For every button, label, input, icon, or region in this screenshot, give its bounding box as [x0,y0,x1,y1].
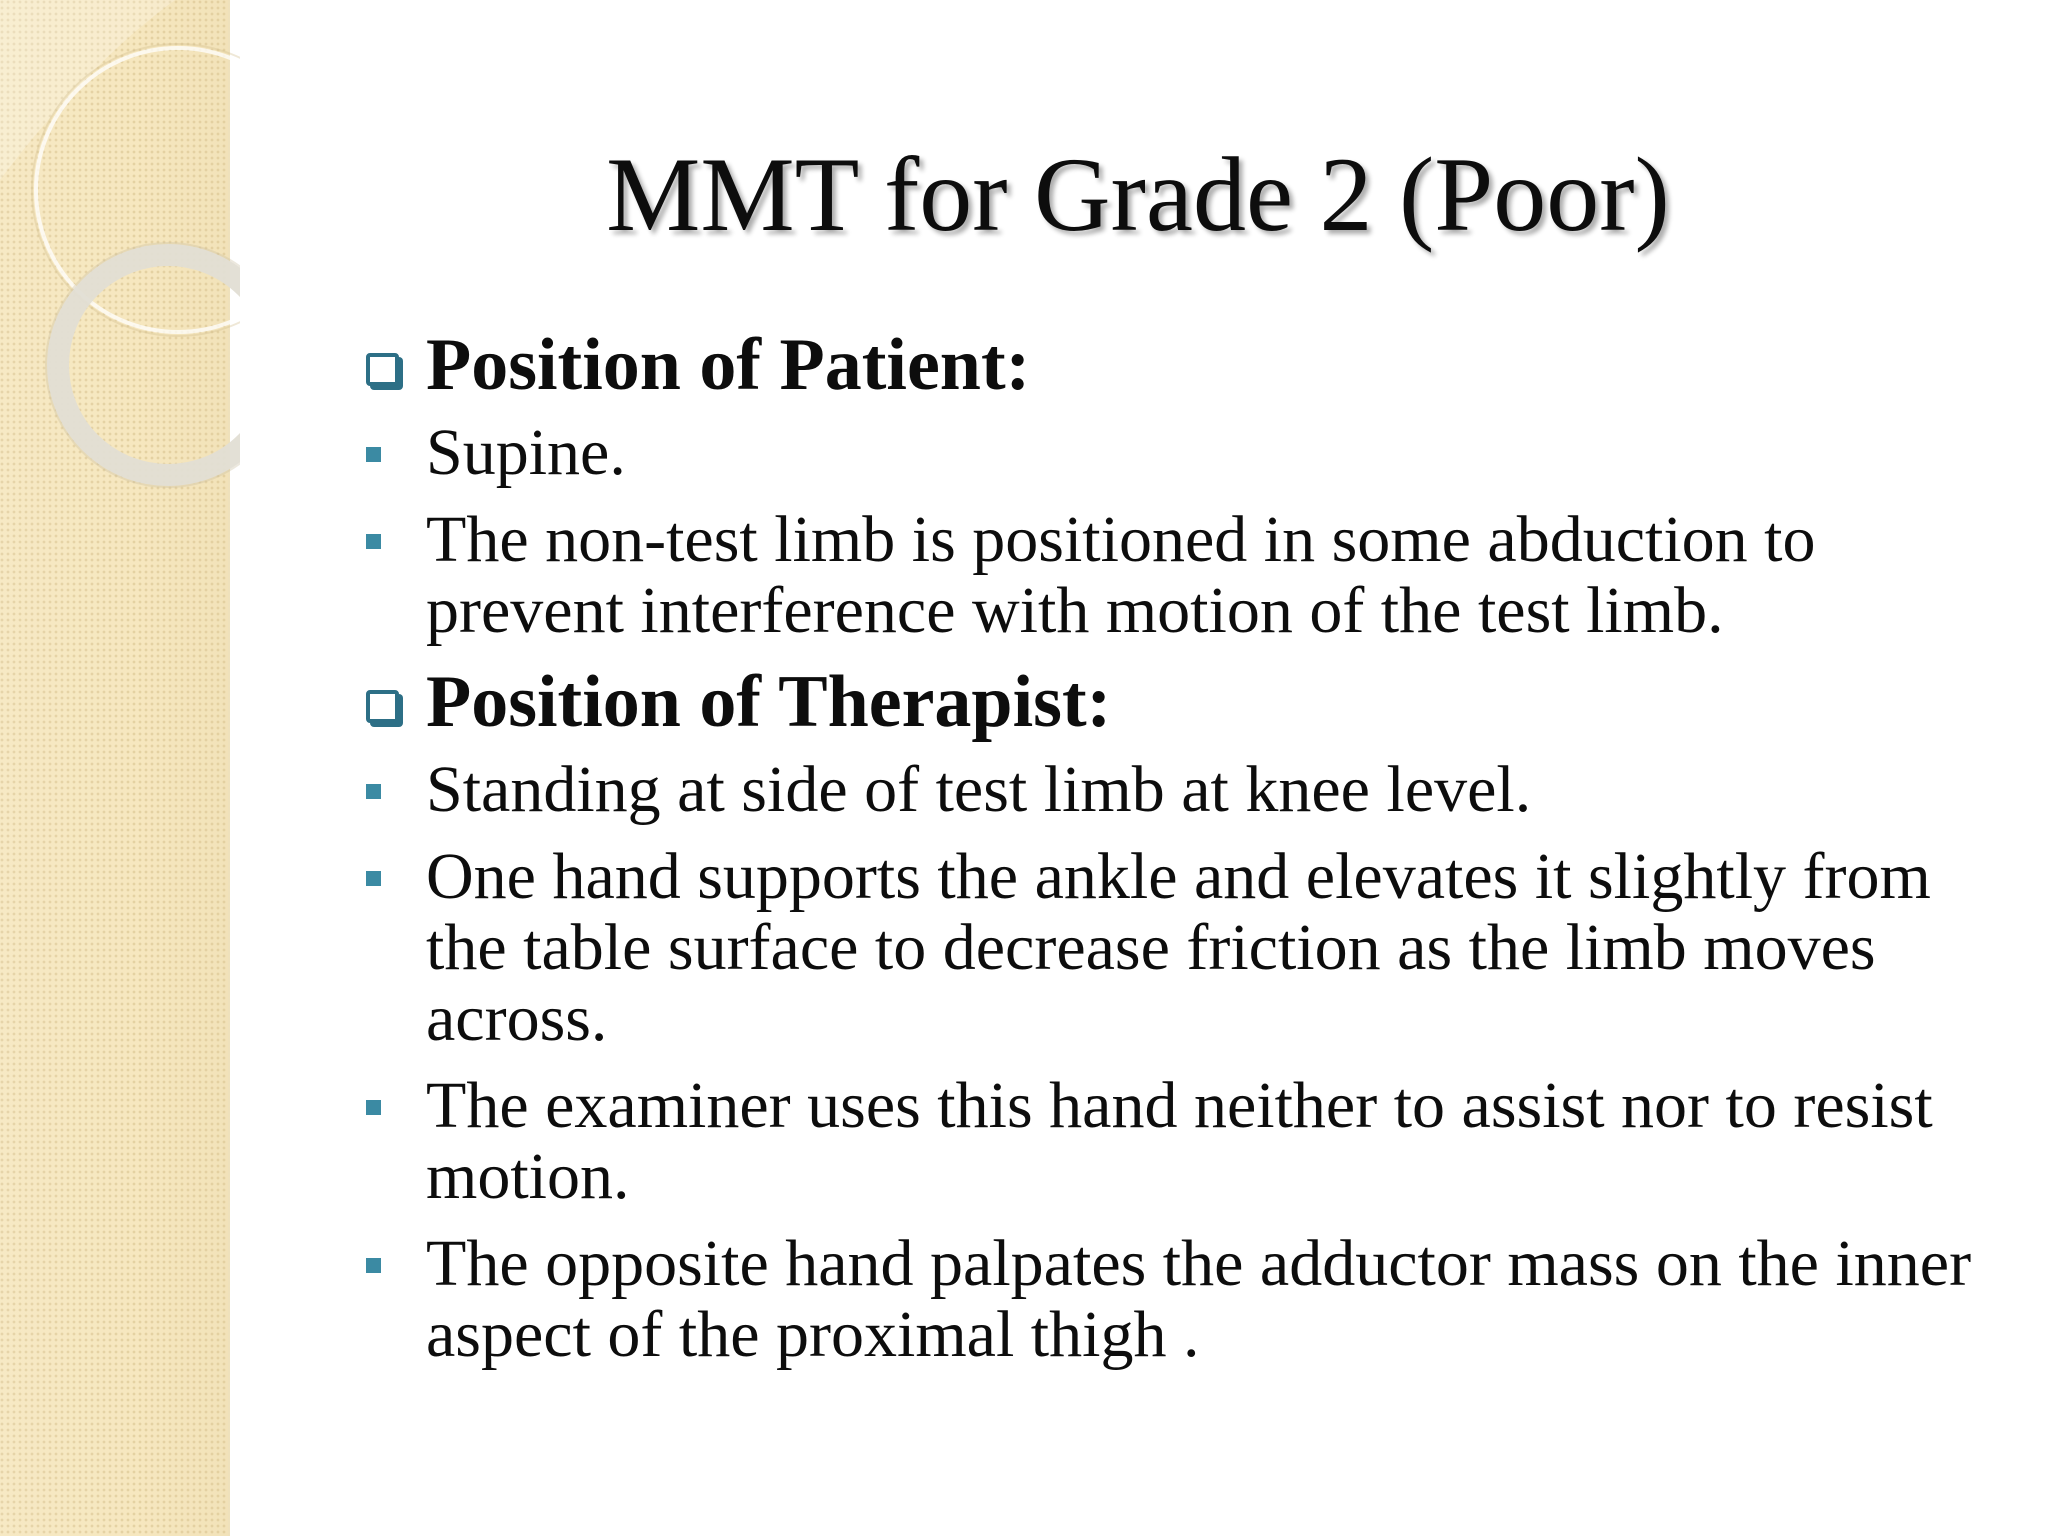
section-heading-therapist [360,662,2000,742]
section-heading-patient [360,325,2000,405]
hollow-square-icon [366,690,399,723]
slide-title: MMT for Grade 2 (Poor) [606,136,1670,253]
list-item [360,841,2000,1054]
list-item [360,417,2000,488]
list-item [360,1070,2000,1212]
list-item-text: The opposite hand palpates the adductor mass on the inner aspect of the proximal thigh . [426,1227,1972,1371]
list-item [360,754,2000,825]
square-bullet-icon [366,1100,381,1115]
list-item-text: The examiner uses this hand neither to assist nor to resist motion. [426,1069,1933,1213]
hollow-square-icon [366,353,399,386]
section-heading-label: Position of Patient: [426,324,1031,406]
section-heading-label: Position of Therapist: [426,661,1112,743]
decorative-rings-icon [0,0,240,520]
square-bullet-icon [366,447,381,462]
list-item-text: Standing at side of test limb at knee level. [426,753,1532,826]
list-item [360,504,2000,646]
square-bullet-icon [366,784,381,799]
list-item-text: The non-test limb is positioned in some abduction to prevent interference with motion of the test limb. [426,503,1816,647]
slide-content [360,325,2000,1386]
square-bullet-icon [366,871,381,886]
list-item-text: Supine. [426,416,626,489]
square-bullet-icon [366,1258,381,1273]
list-item [360,1228,2000,1370]
square-bullet-icon [366,534,381,549]
list-item-text: One hand supports the ankle and elevates it slightly from the table surface to decrease friction as the limb moves across. [426,840,1931,1055]
